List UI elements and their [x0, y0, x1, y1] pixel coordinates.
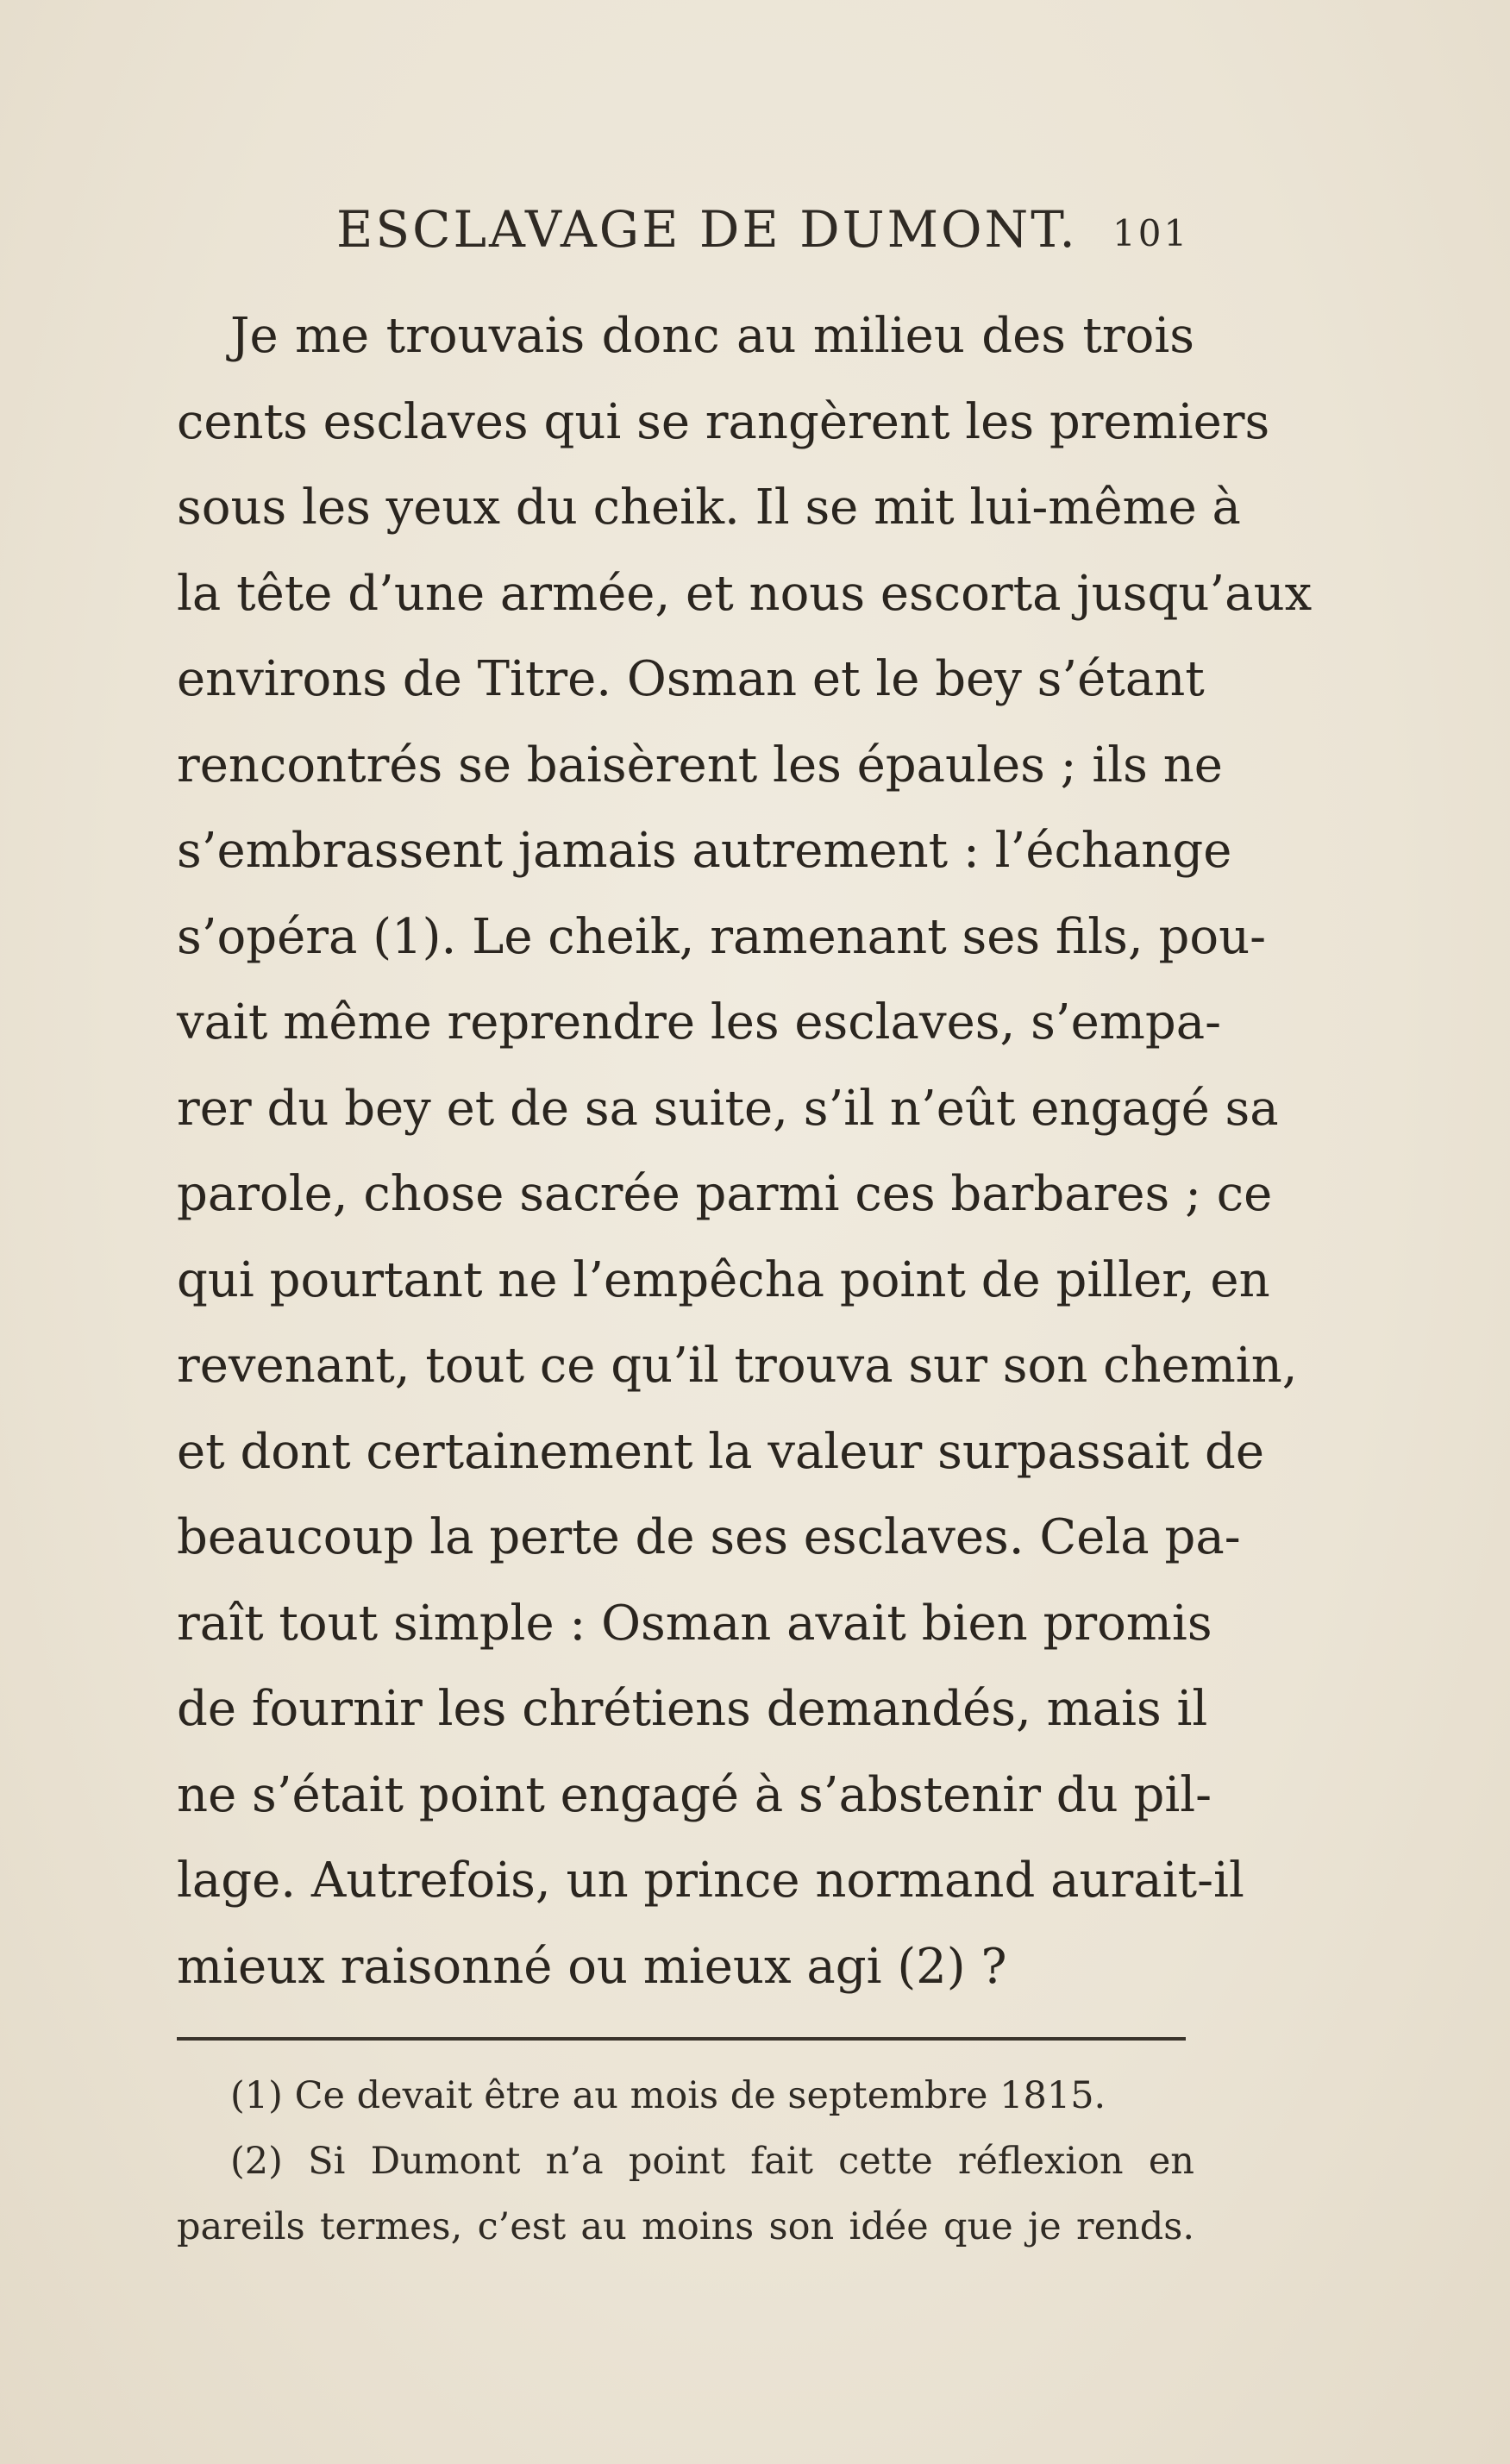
body-line: s’embrassent jamais autrement : l’échange	[177, 823, 1232, 879]
page-number: 101	[1112, 212, 1190, 254]
body-line: et dont certainement la valeur surpassait de	[177, 1423, 1264, 1480]
body-line: revenant, tout ce qu’il trouva sur son chemin,	[177, 1338, 1298, 1394]
footnote-line: pareils termes, c’est au moins son idée que je rends.	[177, 2205, 1194, 2248]
body-line: lage. Autrefois, un prince normand aurait-il	[177, 1853, 1244, 1909]
body-line: cents esclaves qui se rangèrent les premiers	[177, 393, 1270, 450]
body-line: parole, chose sacrée parmi ces barbares ; ce	[177, 1166, 1273, 1222]
footnote-line: (1) Ce devait être au mois de septembre 1815.	[230, 2074, 1106, 2117]
body-line: raît tout simple : Osman avait bien promis	[177, 1595, 1212, 1652]
body-text	[177, 293, 1313, 2009]
body-line: s’opéra (1). Le cheik, ramenant ses fils, pou-	[177, 908, 1267, 965]
body-line: la tête d’une armée, et nous escorta jusqu’aux	[177, 565, 1313, 622]
page-header	[336, 200, 1199, 269]
body-line: Je me trouvais donc au milieu des trois	[230, 308, 1194, 364]
body-line: rer du bey et de sa suite, s’il n’eût engagé sa	[177, 1080, 1279, 1137]
body-line: beaucoup la perte de ses esclaves. Cela pa-	[177, 1509, 1241, 1565]
body-line: environs de Titre. Osman et le bey s’étant	[177, 651, 1205, 707]
body-line: vait même reprendre les esclaves, s’empa-	[177, 994, 1221, 1050]
footnote-line: (2) Si Dumont n’a point fait cette réflexion en	[230, 2140, 1194, 2183]
body-line: rencontrés se baisèrent les épaules ; ils ne	[177, 737, 1223, 793]
body-line: qui pourtant ne l’empêcha point de piller, en	[177, 1251, 1270, 1308]
body-line: ne s’était point engagé à s’abstenir du pil-	[177, 1766, 1212, 1823]
footnote-divider	[177, 2037, 1186, 2041]
footnotes	[177, 2063, 1194, 2260]
running-title: ESCLAVAGE DE DUMONT.	[336, 200, 1078, 259]
body-line: mieux raisonné ou mieux agi (2) ?	[177, 1938, 1007, 1995]
body-line: sous les yeux du cheik. Il se mit lui-même à	[177, 480, 1241, 536]
body-line: de fournir les chrétiens demandés, mais il	[177, 1681, 1208, 1737]
